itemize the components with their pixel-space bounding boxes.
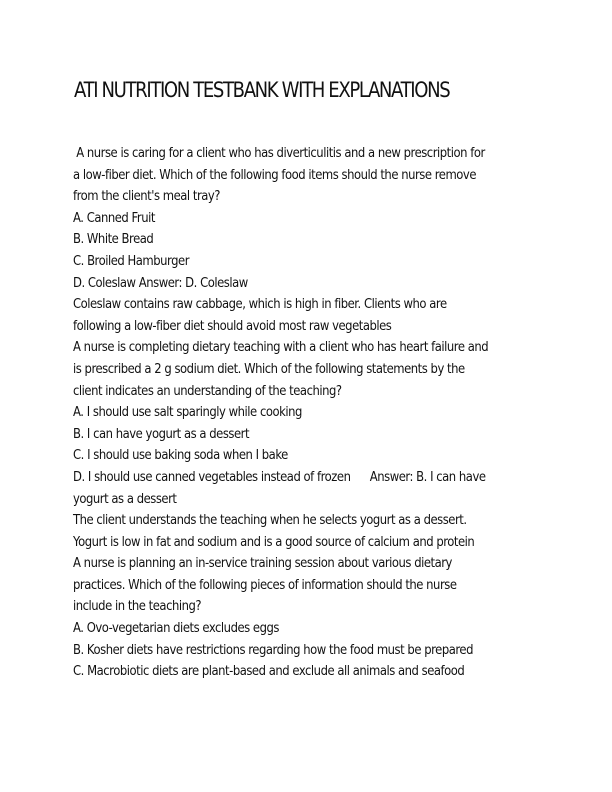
answer-option: B. White Bread: [73, 231, 154, 248]
answer-option: C. I should use baking soda when I bake: [73, 447, 288, 464]
document-body: [73, 143, 553, 683]
text-line: The client understands the teaching when he selects yogurt as a dessert.: [73, 512, 467, 529]
text-line: a low-fiber diet. Which of the following food items should the nurse remove: [73, 166, 476, 183]
text-line: following a low-fiber diet should avoid most raw vegetables: [73, 317, 392, 334]
text-line: Coleslaw contains raw cabbage, which is high in fiber. Clients who are: [73, 296, 447, 313]
answer-option: D. I should use canned vegetables instead of frozen Answer: B. I can have: [73, 468, 486, 485]
text-line: Yogurt is low in fat and sodium and is a good source of calcium and protein: [73, 533, 475, 550]
answer-option: B. I can have yogurt as a dessert: [73, 425, 250, 442]
text-line: is prescribed a 2 g sodium diet. Which of the following statements by the: [73, 360, 465, 377]
text-line: A nurse is caring for a client who has diverticulitis and a new prescription for: [73, 145, 485, 161]
answer-option: A. Canned Fruit: [73, 209, 155, 226]
document-title: ATI NUTRITION TESTBANK WITH EXPLANATIONS: [74, 78, 450, 102]
text-line: client indicates an understanding of the teaching?: [73, 382, 342, 399]
answer-option: A. Ovo-vegetarian diets excludes eggs: [73, 620, 279, 637]
text-line: A nurse is completing dietary teaching with a client who has heart failure and: [73, 339, 489, 356]
text-line: yogurt as a dessert: [73, 490, 177, 507]
answer-option: A. I should use salt sparingly while cooking: [73, 404, 302, 421]
text-line: from the client's meal tray?: [73, 188, 220, 205]
answer-option: C. Macrobiotic diets are plant-based and exclude all animals and seafood: [73, 663, 465, 680]
text-line: practices. Which of the following pieces of information should the nurse: [73, 576, 457, 593]
answer-option: D. Coleslaw Answer: D. Coleslaw: [73, 274, 248, 291]
text-line: A nurse is planning an in-service training session about various dietary: [73, 555, 452, 572]
answer-option: B. Kosher diets have restrictions regarding how the food must be prepared: [73, 641, 473, 658]
answer-option: C. Broiled Hamburger: [73, 252, 190, 269]
text-line: include in the teaching?: [73, 598, 202, 615]
